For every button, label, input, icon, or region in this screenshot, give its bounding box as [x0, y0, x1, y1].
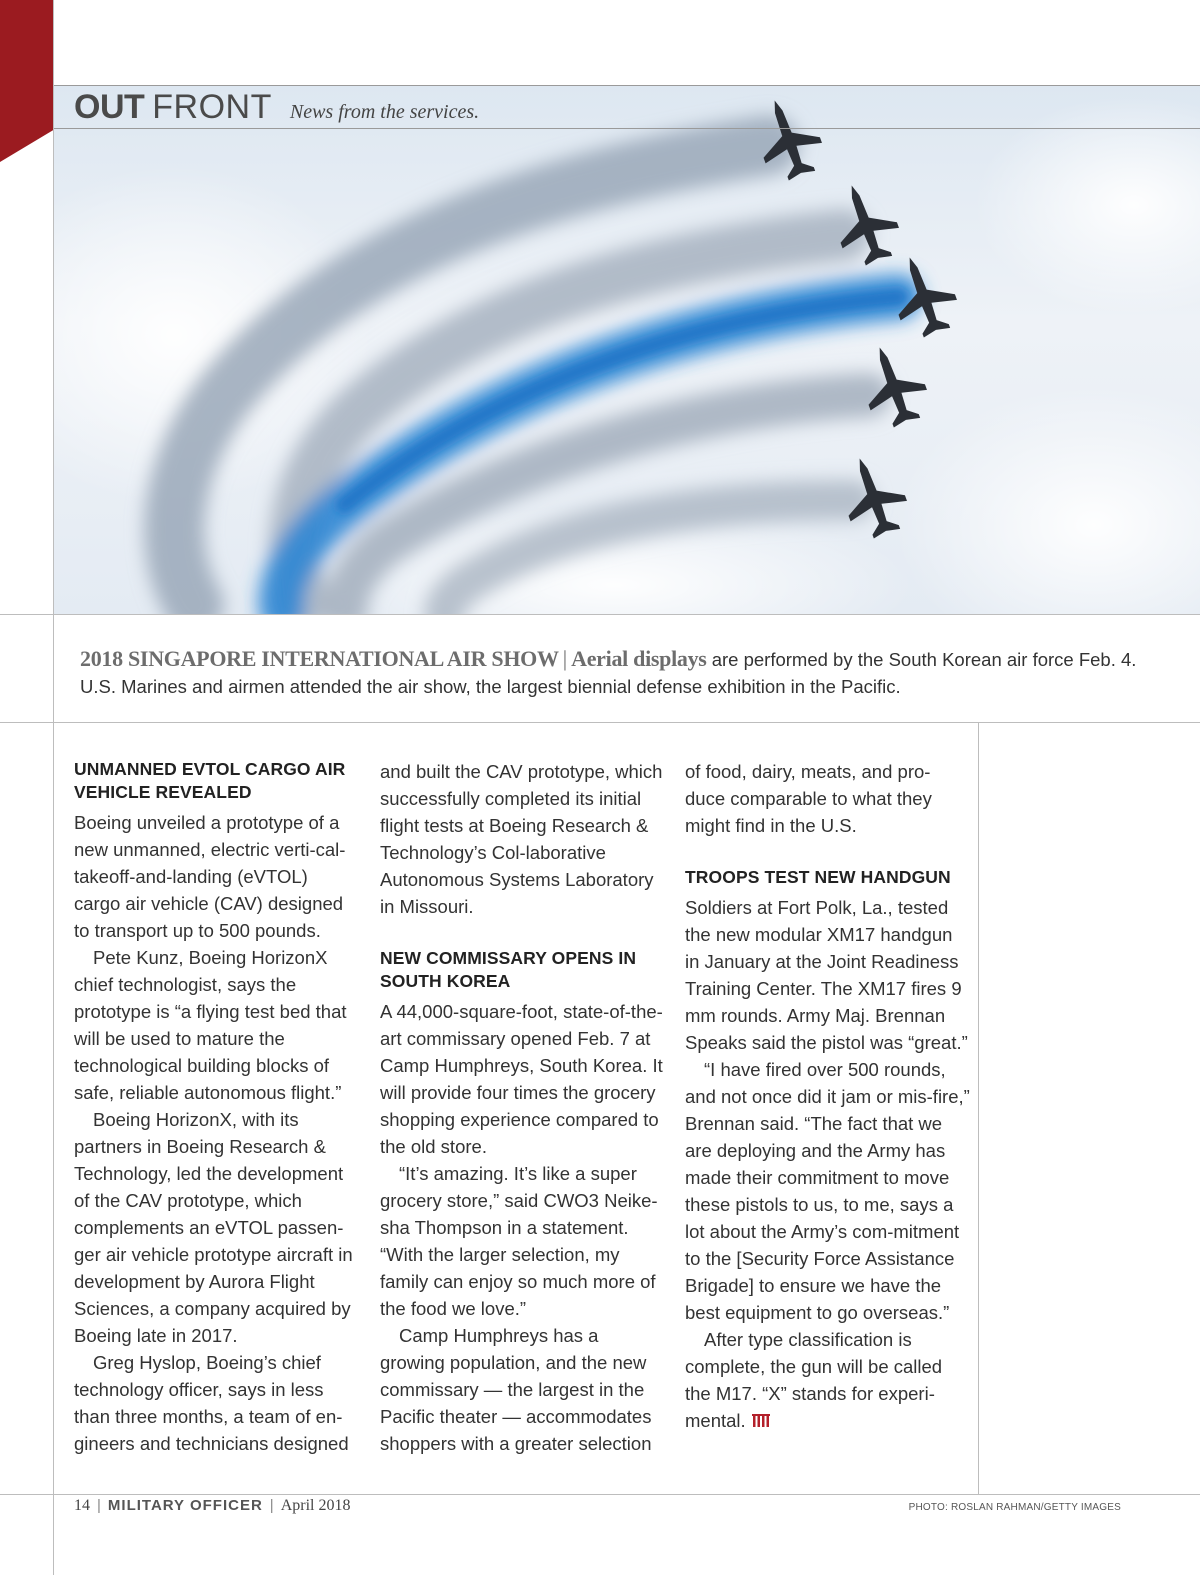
article-paragraph: “I have fired over 500 rounds, and not once did it jam or mis-fire,” Brennan said. “The fact that we are deploying and the Army has made their commitment to move these pistols to us, to me, says a lot about the Army’s com-mitment to the [Security Force Assistance Brigade] to ensure we have the best equipment to go overseas.”	[685, 1059, 970, 1323]
column-1	[74, 758, 359, 1457]
article-paragraph: of food, dairy, meats, and pro-duce comparable to what they might find in the U.S.	[685, 761, 932, 836]
article-headline-evtol: UNMANNED EVTOL CARGO AIR VEHICLE REVEALED	[74, 759, 346, 802]
caption-headline: 2018 SINGAPORE INTERNATIONAL AIR SHOW	[80, 646, 559, 671]
article-paragraph: “It’s amazing. It’s like a super grocery store,” said CWO3 Neike-sha Thompson in a statement. “With the larger selection, my family can enjoy so much more of the food we love.”	[380, 1163, 658, 1319]
article-headline-handgun: TROOPS TEST NEW HANDGUN	[685, 867, 951, 887]
article-paragraph: Soldiers at Fort Polk, La., tested the new modular XM17 handgun in January at the Joint Readiness Training Center. The XM17 fires 9 mm rounds. Army Maj. Brennan Speaks said the pistol was “great.”	[685, 897, 968, 1053]
article-paragraph: Camp Humphreys has a growing population, and the new commissary — the largest in the Pacific theater — accommodates shoppers with a greater selection	[380, 1325, 652, 1454]
section-tagline: News from the services.	[289, 101, 480, 123]
article-paragraph: Pete Kunz, Boeing HorizonX chief technologist, says the prototype is “a flying test bed that will be used to mature the technological building blocks of safe, reliable autonomous flight.”	[74, 947, 347, 1103]
caption-bottom-rule	[0, 722, 1200, 723]
left-margin-rule	[53, 0, 54, 1575]
caption-lead: Aerial displays	[571, 646, 707, 671]
article-paragraph-final	[685, 1326, 970, 1434]
footer-divider: |	[269, 1497, 274, 1514]
page-number: 14	[74, 1497, 90, 1514]
article-paragraph: and built the CAV prototype, which successfully completed its initial flight tests at Boeing Research & Technology’s Col-laborative Autonomous Systems Laboratory in Missouri.	[380, 761, 663, 917]
section-color-tab	[0, 0, 54, 162]
section-header	[74, 88, 479, 127]
photo-credit: PHOTO: ROSLAN RAHMAN/GETTY IMAGES	[908, 1502, 1121, 1513]
column-2	[380, 758, 665, 1457]
page-footer	[74, 1497, 350, 1515]
issue-date: April 2018	[280, 1497, 351, 1514]
caption-text: are performed by the South Korean air force Feb. 4. U.S. Marines and airmen attended the air show, the largest biennial defense exhibition in the Pacific.	[80, 649, 1137, 697]
air-show-photo	[54, 85, 1200, 615]
section-title-bold: OUT	[74, 88, 145, 126]
article-paragraph: Boeing HorizonX, with its partners in Boeing Research & Technology, led the development of the CAV prototype, which complements an eVTOL passen-ger air vehicle prototype aircraft in development by Aurora Flight Sciences, a company acquired by Boeing late in 2017.	[74, 1109, 353, 1346]
column-3	[685, 758, 970, 1434]
section-title-light: FRONT	[152, 88, 272, 126]
article-paragraph: Greg Hyslop, Boeing’s chief technology officer, says in less than three months, a team of en-gineers and technicians designed	[74, 1352, 349, 1454]
column-right-rule	[978, 723, 979, 1494]
header-bottom-rule	[54, 128, 1200, 129]
jets-formation-image	[54, 85, 1200, 615]
final-paragraph-text: After type classification is complete, the gun will be called the M17. “X” stands for experi-mental.	[685, 1329, 943, 1431]
footer-top-rule	[0, 1494, 1200, 1495]
article-paragraph: A 44,000-square-foot, state-of-the-art commissary opened Feb. 7 at Camp Humphreys, South Korea. It will provide four times the grocery shopping experience compared to the old store.	[380, 1001, 663, 1157]
header-top-rule	[54, 85, 1200, 86]
photo-bottom-rule	[0, 614, 1200, 615]
magazine-name: MILITARY OFFICER	[107, 1497, 263, 1514]
article-paragraph: Boeing unveiled a prototype of a new unmanned, electric verti-cal-takeoff-and-landing (eVTOL) cargo air vehicle (CAV) designed to transport up to 500 pounds.	[74, 812, 346, 941]
photo-caption	[80, 645, 1170, 700]
footer-divider: |	[97, 1497, 101, 1514]
end-mark-icon	[752, 1414, 770, 1428]
article-headline-commissary: NEW COMMISSARY OPENS IN SOUTH KOREA	[380, 948, 637, 991]
caption-divider: |	[562, 646, 568, 671]
